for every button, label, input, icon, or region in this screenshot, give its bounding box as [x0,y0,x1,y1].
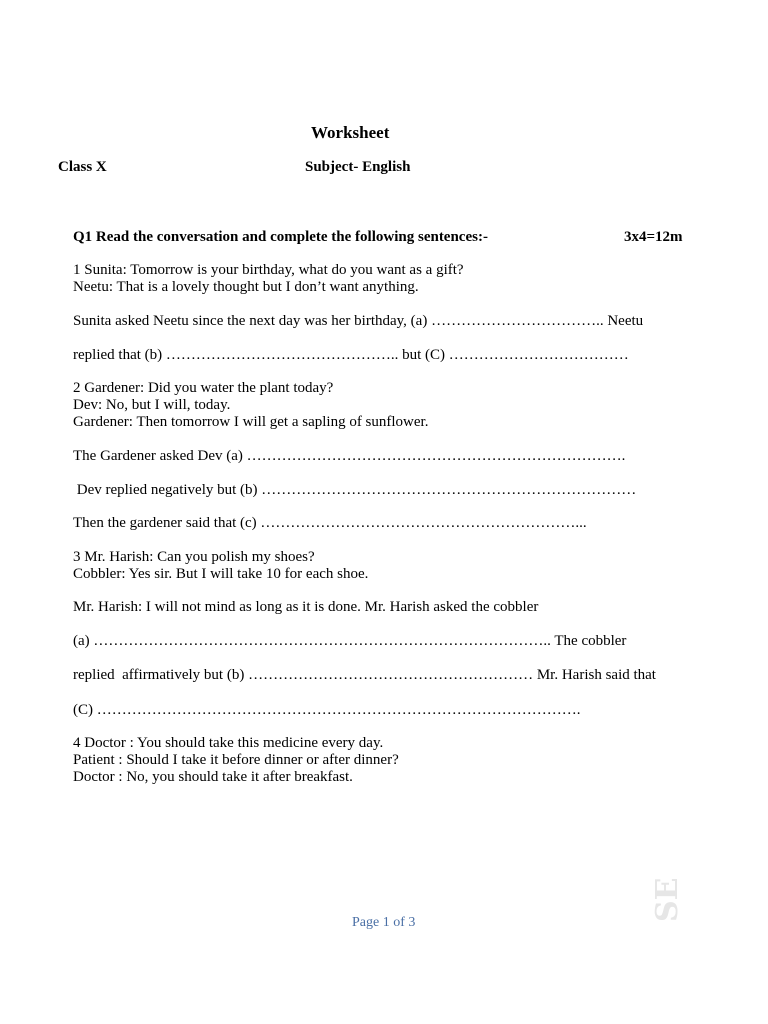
answer-line: Mr. Harish: I will not mind as long as it is done. Mr. Harish asked the cobbler [73,599,539,615]
subject-label: Subject- English [305,159,411,175]
dialogue-line: Doctor : No, you should take it after breakfast. [73,769,353,785]
answer-line: (a) ……………………………………………………………………………….. The cobbler [73,633,627,649]
answer-line: replied that (b) ……………………………………….. but (C) ……………………………… [73,347,629,363]
dialogue-line: Neetu: That is a lovely thought but I don’t want anything. [73,279,419,295]
worksheet-title: Worksheet [311,123,390,142]
question-heading: Q1 Read the conversation and complete the following sentences:- [73,229,488,245]
question-marks: 3x4=12m [624,229,683,245]
answer-line: Dev replied negatively but (b) ………………………………………………………………… [73,482,637,498]
dialogue-line: Dev: No, but I will, today. [73,397,231,413]
page-number: Page 1 of 3 [352,915,416,930]
class-label: Class X [58,159,107,175]
dialogue-line: Cobbler: Yes sir. But I will take 10 for each shoe. [73,566,369,582]
answer-line: The Gardener asked Dev (a) …………………………………………………………………. [73,448,626,464]
dialogue-line: Gardener: Then tomorrow I will get a sapling of sunflower. [73,414,429,430]
answer-line: (C) ……………………………………………………………………………………. [73,702,581,718]
answer-line: Sunita asked Neetu since the next day was her birthday, (a) …………………………….. Neetu [73,313,644,329]
dialogue-line: 4 Doctor : You should take this medicine every day. [73,735,384,751]
watermark-logo: SE [650,877,685,922]
answer-line: Then the gardener said that (c) ………………………………………………………... [73,515,587,531]
dialogue-line: 1 Sunita: Tomorrow is your birthday, what do you want as a gift? [73,262,464,278]
dialogue-line: 2 Gardener: Did you water the plant today? [73,380,334,396]
dialogue-line: 3 Mr. Harish: Can you polish my shoes? [73,549,315,565]
answer-line: replied affirmatively but (b) ………………………………………………… Mr. Harish said that [73,667,656,683]
dialogue-line: Patient : Should I take it before dinner or after dinner? [73,752,399,768]
